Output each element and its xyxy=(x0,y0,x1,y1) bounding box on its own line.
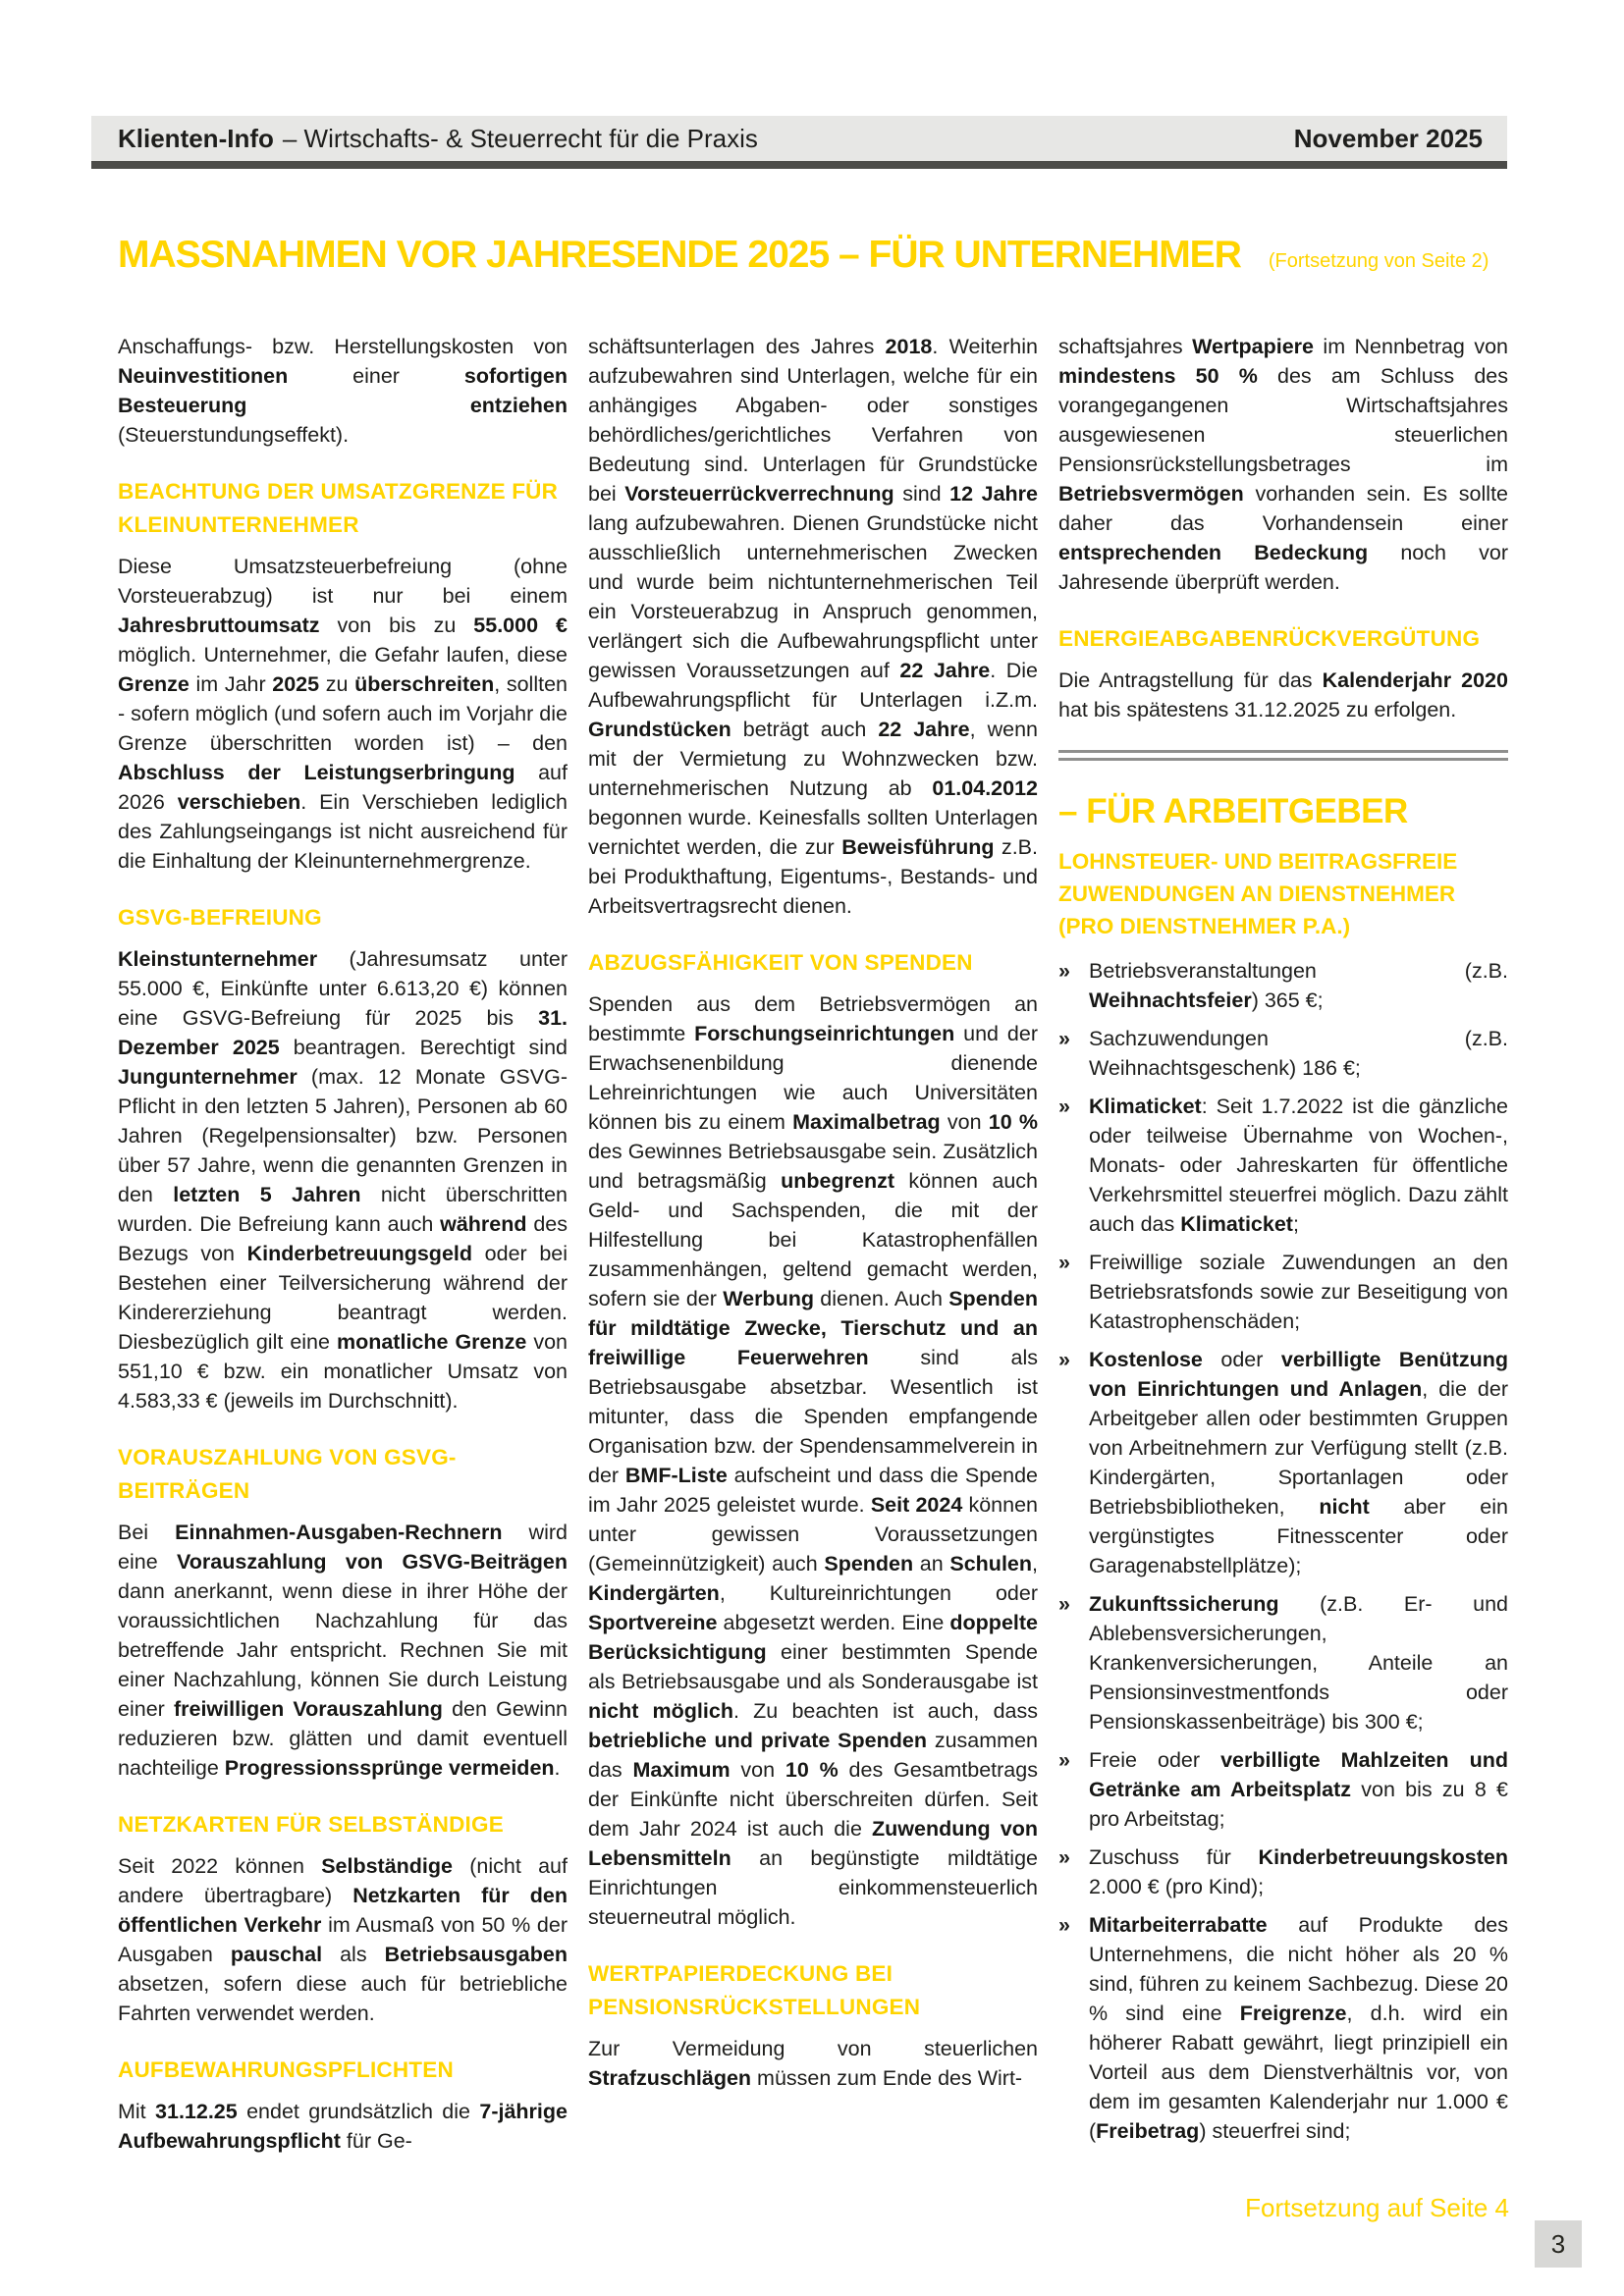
bullet-text: Klimaticket: Seit 1.7.2022 ist die gänzliche oder teilweise Übernahme von Wochen-, Monats- oder Jahreskarten für öffentliche Verkehrsmittel steuerfrei möglich. Dazu zählt auch das Klimaticket; xyxy=(1089,1095,1508,1236)
bullet-text: Mitarbeiterrabatte auf Produkte des Unternehmens, die nicht höher als 20 % sind, führen zu keinem Sachbezug. Diese 20 % sind eine Freigrenze, d.h. wird ein höherer Rabatt gewährt, liegt prinzipiell ein Vorteil aus dem Dienstverhältnis vor, von dem im gesamten Kalenderjahr nur 1.000 € (Freibetrag) steuerfrei sind; xyxy=(1089,1913,1508,2143)
bullet-marker: » xyxy=(1058,1845,1070,1869)
header-bar xyxy=(91,116,1507,161)
column-1 xyxy=(118,332,568,2156)
bullet-item xyxy=(1058,956,1508,1015)
bullet-item xyxy=(1058,1745,1508,1834)
bullet-text: Sachzuwendungen (z.B. Weihnachtsgeschenk) 186 €; xyxy=(1089,1027,1508,1080)
bullet-item xyxy=(1058,1842,1508,1901)
section-heading: WERTPAPIERDECKUNG BEI PENSIONSRÜCKSTELLUNGEN xyxy=(588,1961,921,2019)
subsection-heading: LOHNSTEUER- UND BEITRAGSFREIE ZUWENDUNGEN AN DIENSTNEHMER (PRO DIENSTNEHMER P.A.) xyxy=(1058,849,1458,938)
paragraph: Kleinstunternehmer (Jahresumsatz unter 55.000 €, Einkünfte unter 6.613,20 €) können eine GSVG-Befreiung für 2025 bis 31. Dezember 2025 beantragen. Berechtigt sind Jungunternehmer (max. 12 Monate GSVG-Pflicht in den letzten 5 Jahren), Personen ab 60 Jahren (Regelpensionsalter) bzw. Personen über 57 Jahre, wenn die genannten Grenzen in den letzten 5 Jahren nicht überschritten wurden. Die Befreiung kann auch während des Bezugs von Kinderbetreuungsgeld oder bei Bestehen einer Teilversicherung während der Kindererziehung beantragt werden. Diesbezüglich gilt eine monatliche Grenze von 551,10 € bzw. ein monatlicher Umsatz von 4.583,33 € (jeweils im Durchschnitt). xyxy=(118,947,568,1413)
bullet-marker: » xyxy=(1058,1592,1070,1616)
bullet-text: Betriebsveranstaltungen (z.B. Weihnachtsfeier) 365 €; xyxy=(1089,959,1508,1012)
section-heading: NETZKARTEN FÜR SELBSTÄNDIGE xyxy=(118,1812,504,1837)
paragraph: Zur Vermeidung von steuerlichen Strafzuschlägen müssen zum Ende des Wirt- xyxy=(588,2037,1038,2090)
section-heading: AUFBEWAHRUNGSPFLICHTEN xyxy=(118,2057,454,2082)
bullet-marker: » xyxy=(1058,1348,1070,1371)
bullet-marker: » xyxy=(1058,959,1070,983)
paragraph: Seit 2022 können Selbständige (nicht auf andere übertragbare) Netzkarten für den öffentlichen Verkehr im Ausmaß von 50 % der Ausgaben pauschal als Betriebsausgaben absetzen, sofern diese auch für betriebliche Fahrten verwendet werden. xyxy=(118,1854,568,2025)
bullet-text: Zukunftssicherung (z.B. Er- und Ablebensversicherungen, Krankenversicherungen, Anteile an Pensionsinvestmentfonds oder Pensionskassenbeiträge) bis 300 €; xyxy=(1089,1592,1508,1734)
paragraph: schäftsunterlagen des Jahres 2018. Weiterhin aufzubewahren sind Unterlagen, welche für ein anhängiges Abgaben- oder sonstiges behördliches/gerichtliches Verfahren von Bedeutung sind. Unterlagen für Grundstücke bei Vorsteuerrückverrechnung sind 12 Jahre lang aufzubewahren. Dienen Grundstücke nicht ausschließlich unternehmerischen Zwecken und wurde beim nichtunternehmerischen Teil ein Vorsteuerabzug in Anspruch genommen, verlängert sich die Aufbewahrungspflicht unter gewissen Voraussetzungen auf 22 Jahre. Die Aufbewahrungspflicht für Unterlagen i.Z.m. Grundstücken beträgt auch 22 Jahre, wenn mit der Vermietung zu Wohnzwecken bzw. unternehmerischen Nutzung ab 01.04.2012 begonnen wurde. Keinesfalls sollten Unterlagen vernichtet werden, die zur Beweisführung z.B. bei Produkthaftung, Eigentums-, Bestands- und Arbeitsvertragsrecht dienen. xyxy=(588,335,1039,918)
article-columns xyxy=(118,332,1509,2156)
bullet-text: Freie oder verbilligte Mahlzeiten und Getränke am Arbeitsplatz von bis zu 8 € pro Arbeitstag; xyxy=(1089,1748,1509,1831)
bullet-item xyxy=(1058,1589,1508,1736)
section-heading: VORAUSZAHLUNG VON GSVG-BEITRÄGEN xyxy=(118,1445,457,1503)
paragraph: Spenden aus dem Betriebsvermögen an bestimmte Forschungseinrichtungen und der Erwachsenenbildung dienende Lehreinrichtungen wie auch Universitäten können bis zu einem Maximalbetrag von 10 % des Gewinnes Betriebsausgabe sein. Zusätzlich und betragsmäßig unbegrenzt können auch Geld- und Sachspenden, die mit der Hilfestellung bei Katastrophenfällen zusammenhängen, geltend gemacht werden, sofern sie der Werbung dienen. Auch Spenden für mildtätige Zwecke, Tierschutz und an freiwillige Feuerwehren sind als Betriebsausgabe absetzbar. Wesentlich ist mitunter, dass die Spenden empfangende Organisation bzw. der Spendensammelverein in der BMF-Liste aufscheint und dass die Spende im Jahr 2025 geleistet wurde. Seit 2024 können unter gewissen Voraussetzungen (Gemeinnützigkeit) auch Spenden an Schulen, Kindergärten, Kultureinrichtungen oder Sportvereine abgesetzt werden. Eine doppelte Berücksichtigung einer bestimmten Spende als Betriebsausgabe und als Sonderausgabe ist nicht möglich. Zu beachten ist auch, dass betriebliche und private Spenden zusammen das Maximum von 10 % des Gesamtbetrags der Einkünfte nicht überschreiten dürfen. Seit dem Jahr 2024 ist auch die Zuwendung von Lebensmitteln an begünstigte mildtätige Einrichtungen einkommensteuerlich steuerneutral möglich. xyxy=(588,992,1039,1929)
page-number-badge: 3 xyxy=(1535,2220,1582,2268)
title-continuation-note: (Fortsetzung von Seite 2) xyxy=(1268,250,1489,272)
paragraph: Anschaffungs- bzw. Herstellungskosten von Neuinvestitionen einer sofortigen Besteuerung entziehen (Steuerstundungseffekt). xyxy=(118,335,568,447)
paragraph: Die Antragstellung für das Kalenderjahr 2020 hat bis spätestens 31.12.2025 zu erfolgen. xyxy=(1058,668,1508,721)
paragraph: schaftsjahres Wertpapiere im Nennbetrag von mindestens 50 % des am Schluss des vorangegangenen Wirtschaftsjahres ausgewiesenen steuerlichen Pensionsrückstellungsbetrages im Betriebsvermögen vorhanden sein. Es sollte daher das Vorhandensein einer entsprechenden Bedeckung noch vor Jahresende überprüft werden. xyxy=(1058,335,1508,594)
section-heading: ABZUGSFÄHIGKEIT VON SPENDEN xyxy=(588,950,973,975)
section-divider xyxy=(1058,750,1508,761)
column-2 xyxy=(588,332,1038,2156)
newsletter-brand xyxy=(118,124,758,154)
section-heading: ENERGIEABGABENRÜCKVERGÜTUNG xyxy=(1058,626,1481,651)
title-row xyxy=(118,234,1512,277)
paragraph: Bei Einnahmen-Ausgaben-Rechnern wird eine Vorauszahlung von GSVG-Beiträgen dann anerkannt, wenn diese in ihrer Höhe der voraussichtlichen Nachzahlung für das betreffende Jahr entspricht. Rechnen Sie mit einer Nachzahlung, können Sie durch Leistung einer freiwilligen Vorauszahlung den Gewinn reduzieren bzw. glätten und damit eventuell nachteilige Progressionssprünge vermeiden. xyxy=(118,1521,568,1780)
bullet-item xyxy=(1058,1345,1508,1580)
bullet-marker: » xyxy=(1058,1251,1070,1274)
arbeitgeber-heading: – FÜR ARBEITGEBER xyxy=(1058,792,1408,830)
bullet-text: Freiwillige soziale Zuwendungen an den Betriebsratsfonds sowie zur Beseitigung von Katastrophenschäden; xyxy=(1089,1251,1508,1333)
brand-name: Klienten-Info xyxy=(118,123,274,153)
section-heading: BEACHTUNG DER UMSATZGRENZE FÜR KLEINUNTERNEHMER xyxy=(118,479,559,537)
issue-date: November 2025 xyxy=(1293,123,1483,153)
bullet-item xyxy=(1058,1092,1508,1239)
continuation-notice: Fortsetzung auf Seite 4 xyxy=(1245,2193,1509,2222)
bullet-text: Zuschuss für Kinderbetreuungskosten 2.000 € (pro Kind); xyxy=(1089,1845,1508,1898)
bullet-item xyxy=(1058,1024,1508,1083)
bullet-text: Kostenlose oder verbilligte Benützung von Einrichtungen und Anlagen, die der Arbeitgeber allen oder bestimmten Gruppen von Arbeitnehmern zur Verfügung stellt (z.B. Kindergärten, Sportanlagen oder Betriebsbibliotheken, nicht aber ein vergünstigtes Fitnesscenter oder Garagenabstellplätze); xyxy=(1089,1348,1508,1577)
bullet-item xyxy=(1058,1248,1508,1336)
paragraph: Mit 31.12.25 endet grundsätzlich die 7-jährige Aufbewahrungspflicht für Ge- xyxy=(118,2100,568,2153)
paragraph: Diese Umsatzsteuerbefreiung (ohne Vorsteuerabzug) ist nur bei einem Jahresbruttoumsatz von bis zu 55.000 € möglich. Unternehmer, die Gefahr laufen, diese Grenze im Jahr 2025 zu überschreiten, sollten - sofern möglich (und sofern auch im Vorjahr die Grenze überschritten worden ist) – den Abschluss der Leistungserbringung auf 2026 verschieben. Ein Verschieben lediglich des Zahlungseingangs ist nicht ausreichend für die Einhaltung der Kleinunternehmergrenze. xyxy=(118,555,568,873)
bullet-item xyxy=(1058,1910,1508,2146)
column-3 xyxy=(1058,332,1508,2156)
bullet-marker: » xyxy=(1058,1748,1070,1772)
bullet-marker: » xyxy=(1058,1095,1070,1118)
bullet-marker: » xyxy=(1058,1027,1070,1050)
bullet-marker: » xyxy=(1058,1913,1070,1937)
brand-subtitle: – Wirtschafts- & Steuerrecht für die Praxis xyxy=(282,123,758,153)
page-title: MASSNAHMEN VOR JAHRESENDE 2025 – FÜR UNTERNEHMER xyxy=(118,234,1241,276)
header-rule xyxy=(91,161,1507,169)
section-heading: GSVG-BEFREIUNG xyxy=(118,905,322,930)
